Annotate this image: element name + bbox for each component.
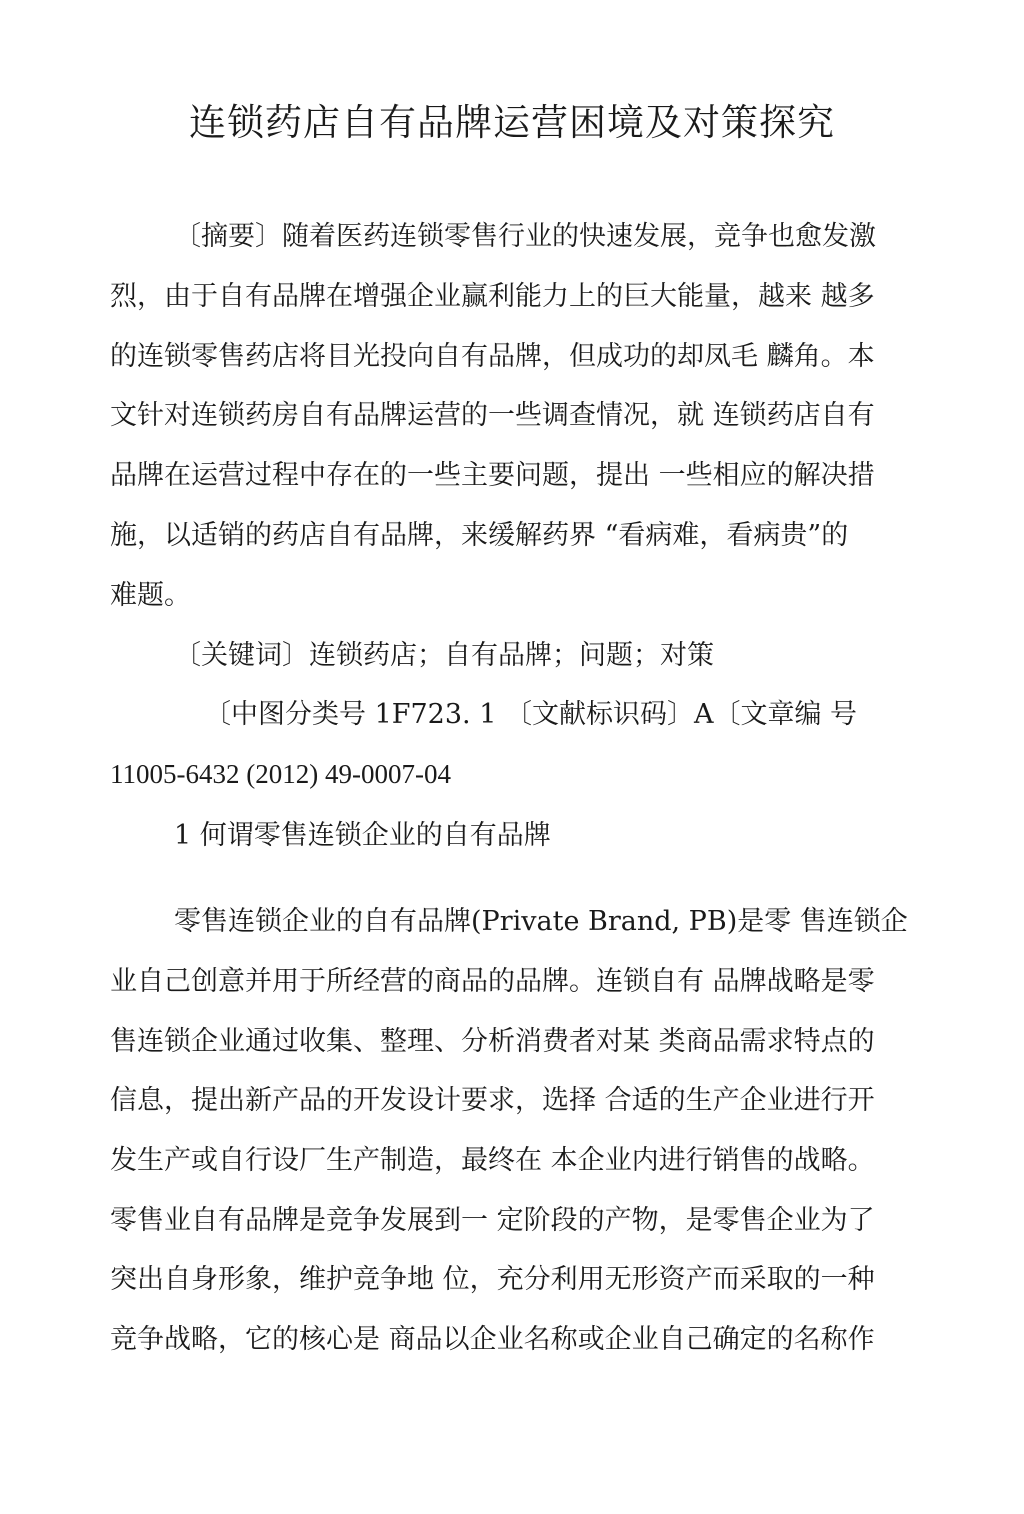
paper-title: 连锁药店自有品牌运营困境及对策探究 bbox=[189, 101, 835, 144]
body-line: 信息，提出新产品的开发设计要求，选择 合适的生产企业进行开 bbox=[110, 1085, 875, 1116]
abstract-line: 施，以适销的药店自有品牌，来缓解药界 “看病难，看病贵”的 bbox=[110, 520, 849, 551]
body-line: 竞争战略，它的核心是 商品以企业名称或企业自己确定的名称作 bbox=[110, 1324, 875, 1355]
body-line: 零售连锁企业的自有品牌(Private Brand, PB)是零 售连锁企 bbox=[174, 906, 908, 937]
keywords-line: 〔关键词〕连锁药店；自有品牌；问题；对策 bbox=[174, 640, 714, 671]
body-line: 发生产或自行设厂生产制造，最终在 本企业内进行销售的战略。 bbox=[110, 1145, 875, 1176]
abstract-line: 难题。 bbox=[110, 580, 191, 611]
body-line: 零售业自有品牌是竞争发展到一 定阶段的产物，是零售企业为了 bbox=[110, 1205, 875, 1236]
body-line: 业自己创意并用于所经营的商品的品牌。连锁自有 品牌战略是零 bbox=[110, 966, 875, 997]
abstract-line: 〔摘要〕随着医药连锁零售行业的快速发展，竞争也愈发激 bbox=[174, 221, 876, 252]
classification-line: 〔中图分类号 1F723. 1 〔文献标识码〕A〔文章编 号 bbox=[204, 699, 858, 730]
classification-line: 11005-6432 (2012) 49-0007-04 bbox=[110, 759, 451, 789]
body-line: 突出自身形象，维护竞争地 位，充分利用无形资产而采取的一种 bbox=[110, 1264, 875, 1295]
abstract-line: 烈，由于自有品牌在增强企业赢利能力上的巨大能量，越来 越多 bbox=[110, 281, 875, 312]
abstract-line: 品牌在运营过程中存在的一些主要问题，提出 一些相应的解决措 bbox=[110, 460, 875, 491]
body-line: 售连锁企业通过收集、整理、分析消费者对某 类商品需求特点的 bbox=[110, 1026, 875, 1057]
abstract-line: 文针对连锁药房自有品牌运营的一些调查情况，就 连锁药店自有 bbox=[110, 400, 875, 431]
section-heading: 1 何谓零售连锁企业的自有品牌 bbox=[174, 820, 551, 851]
abstract-line: 的连锁零售药店将目光投向自有品牌，但成功的却凤毛 麟角。本 bbox=[110, 341, 875, 372]
